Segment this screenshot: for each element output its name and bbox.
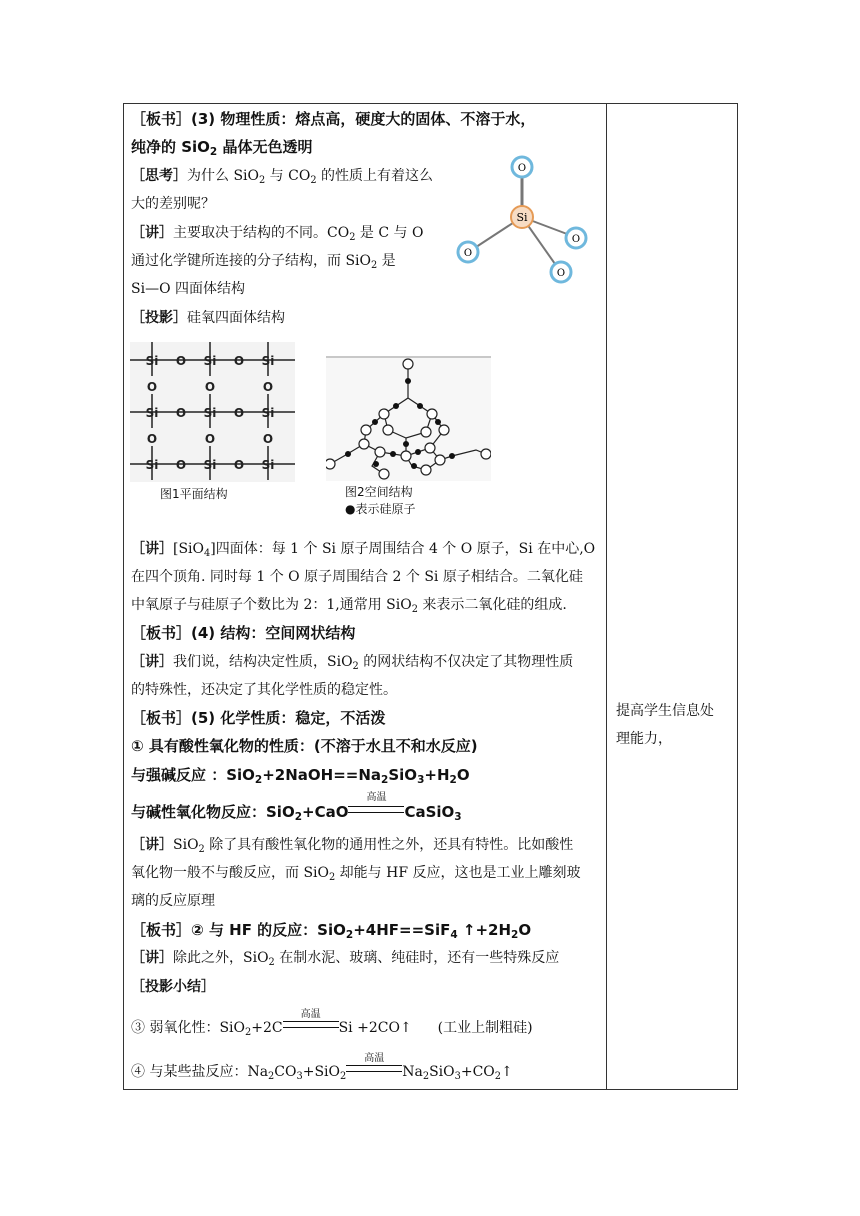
fig2-caption-line-1: 图2空间结构 [345,485,413,499]
lecture-line-sio4-3: 中氧原子与硅原子个数比为 2：1,通常用 SiO$_2$ 来表示二氧化硅的组成. [131,597,567,615]
si-atom-label: Si [145,458,159,472]
lecture-line-network-2: 的特殊性，还决定了其化学性质的稳定性。 [131,682,397,698]
si-atom-label: Si [203,406,217,420]
salt-reaction-line: ④ 与某些盐反应：$Na_2CO_3+SiO_2$ 高温 $Na_2SiO_3+CO_2↑$ [131,1053,513,1082]
oxygen-node [481,449,491,459]
silicon-node [449,453,455,459]
oxygen-node [427,409,437,419]
fig2-caption [345,484,415,518]
silicon-node [403,441,409,447]
oxygen-node [403,359,413,369]
oxygen-node [421,427,431,437]
si-atom-label: Si [261,354,275,368]
si-atom-label: Si [145,406,159,420]
o-atom-label: O [175,458,187,472]
lecture-line-sio4: ［讲］[SiO$_4$]四面体：每 1 个 Si 原子周围结合 4 个 O 原子，Si 在中心,O [131,541,596,559]
si-label: Si [516,211,528,224]
acidic-oxide-line: ① 具有酸性氧化物的性质：(不溶于水且不和水反应) [131,737,478,755]
lecture-line-sio4-2: 在四个顶角. 同时每 1 个 O 原子周围结合 2 个 Si 原子相结合。二氧化硅 [131,569,583,585]
silicon-node [417,403,423,409]
reaction-condition: 高温 [348,803,404,821]
o-atom-label: O [175,354,187,368]
o-atom-label: O [204,432,216,446]
silicon-node [390,451,396,457]
column-divider [606,103,607,1090]
o-label: O [463,248,473,259]
o-label: O [517,163,527,174]
o-label: O [571,234,581,245]
projection-line: ［投影］硅氧四面体结构 [131,310,285,326]
board-line-structure: ［板书］(4) 结构：空间网状结构 [131,624,356,642]
si-atom-label: Si [203,354,217,368]
o-atom-label: O [146,380,158,394]
oxygen-node [401,451,411,461]
lecture-line-structure-3: Si—O 四面体结构 [131,281,245,297]
oxygen-node [326,459,335,469]
o-atom-label: O [204,380,216,394]
silicon-node [405,378,411,384]
o-atom-label: O [233,406,245,420]
spatial-structure-figure [326,356,491,481]
si-atom-label: Si [203,458,217,472]
silicon-node [345,451,351,457]
silicon-node [435,419,441,425]
silicon-node [372,419,378,425]
think-question-line-2: 大的差别呢？ [131,196,215,212]
oxygen-node [439,425,449,435]
board-line-hf-reaction: ［板书］② 与 HF 的反应：SiO$_2$+4HF==SiF$_4$ $↑+2H_2O$ [131,921,532,941]
oxygen-node [375,447,385,457]
fig1-caption: 图1平面结构 [160,487,228,501]
o-atom-label: O [233,354,245,368]
o-atom-label: O [262,380,274,394]
o-atom-label: O [233,458,245,472]
oxygen-node [379,409,389,419]
projection-summary-line: ［投影小结］ [131,979,215,995]
lecture-line-network: ［讲］我们说，结构决定性质，SiO$_2$ 的网状结构不仅决定了其物理性质 [131,654,574,672]
lecture-line-structure-2: 通过化学键所连接的分子结构，而 SiO$_2$ 是 [131,253,396,271]
lecture-line-other: ［讲］除此之外，SiO$_2$ 在制水泥、玻璃、纯硅时，还有一些特殊反应 [131,950,560,968]
silicon-node [411,463,417,469]
oxygen-node [421,465,431,475]
o-atom-label: O [262,432,274,446]
think-question-line: ［思考］为什么 SiO$_2$ 与 $CO_2$ 的性质上有着这么 [131,168,434,186]
reaction-condition: 高温 [283,1020,339,1036]
board-line-physical-properties: ［板书］(3) 物理性质：熔点高，硬度大的固体、不溶于水， [131,110,536,128]
fig2-caption-line-2: ●表示硅原子 [345,502,416,516]
silicon-node [373,461,379,467]
basic-oxide-reaction-line: 与碱性氧化物反应：SiO$_2$+CaO 高温 CaSiO$_3$ [131,792,462,823]
lecture-line-special: ［讲］SiO$_2$ 除了具有酸性氧化物的通用性之外，还具有特性。比如酸性 [131,837,574,855]
o-label: O [556,268,566,279]
o-atom-label: O [175,406,187,420]
board-line-transparent: 纯净的 SiO$_2$ 晶体无色透明 [131,138,313,158]
lecture-line-structure: ［讲］主要取决于结构的不同。$CO_2$ 是 C 与 O [131,225,424,243]
oxygen-node [425,443,435,453]
oxygen-node [383,425,393,435]
note-line-1: 提高学生信息处 [616,703,714,719]
planar-structure-figure [130,342,295,482]
si-atom-label: Si [261,458,275,472]
reaction-condition: 高温 [346,1064,402,1080]
oxygen-node [361,425,371,435]
o-atom-label: O [146,432,158,446]
silicon-node [393,403,399,409]
note-line-2: 理能力， [616,731,672,747]
oxygen-node [435,455,445,465]
lecture-line-special-2: 氧化物一般不与酸反应，而 SiO$_2$ 却能与 HF 反应，这也是工业上雕刻玻 [131,865,581,883]
oxygen-node [379,469,389,479]
weak-oxidation-line: ③ 弱氧化性：SiO$_2$+2C 高温 Si +2CO↑ (工业上制粗硅) [131,1009,533,1038]
sio4-tetrahedron-diagram [450,155,600,290]
board-line-chemical-properties: ［板书］(5) 化学性质：稳定，不活泼 [131,709,386,727]
si-atom-label: Si [261,406,275,420]
si-atom-label: Si [145,354,159,368]
right-column-note [616,697,734,753]
strong-base-reaction-line: 与强碱反应 ：$SiO_2+2NaOH==Na_2SiO_3+H_2O$ [131,766,470,786]
lecture-line-special-3: 璃的反应原理 [131,893,215,909]
oxygen-node [359,439,369,449]
silicon-node [415,449,421,455]
